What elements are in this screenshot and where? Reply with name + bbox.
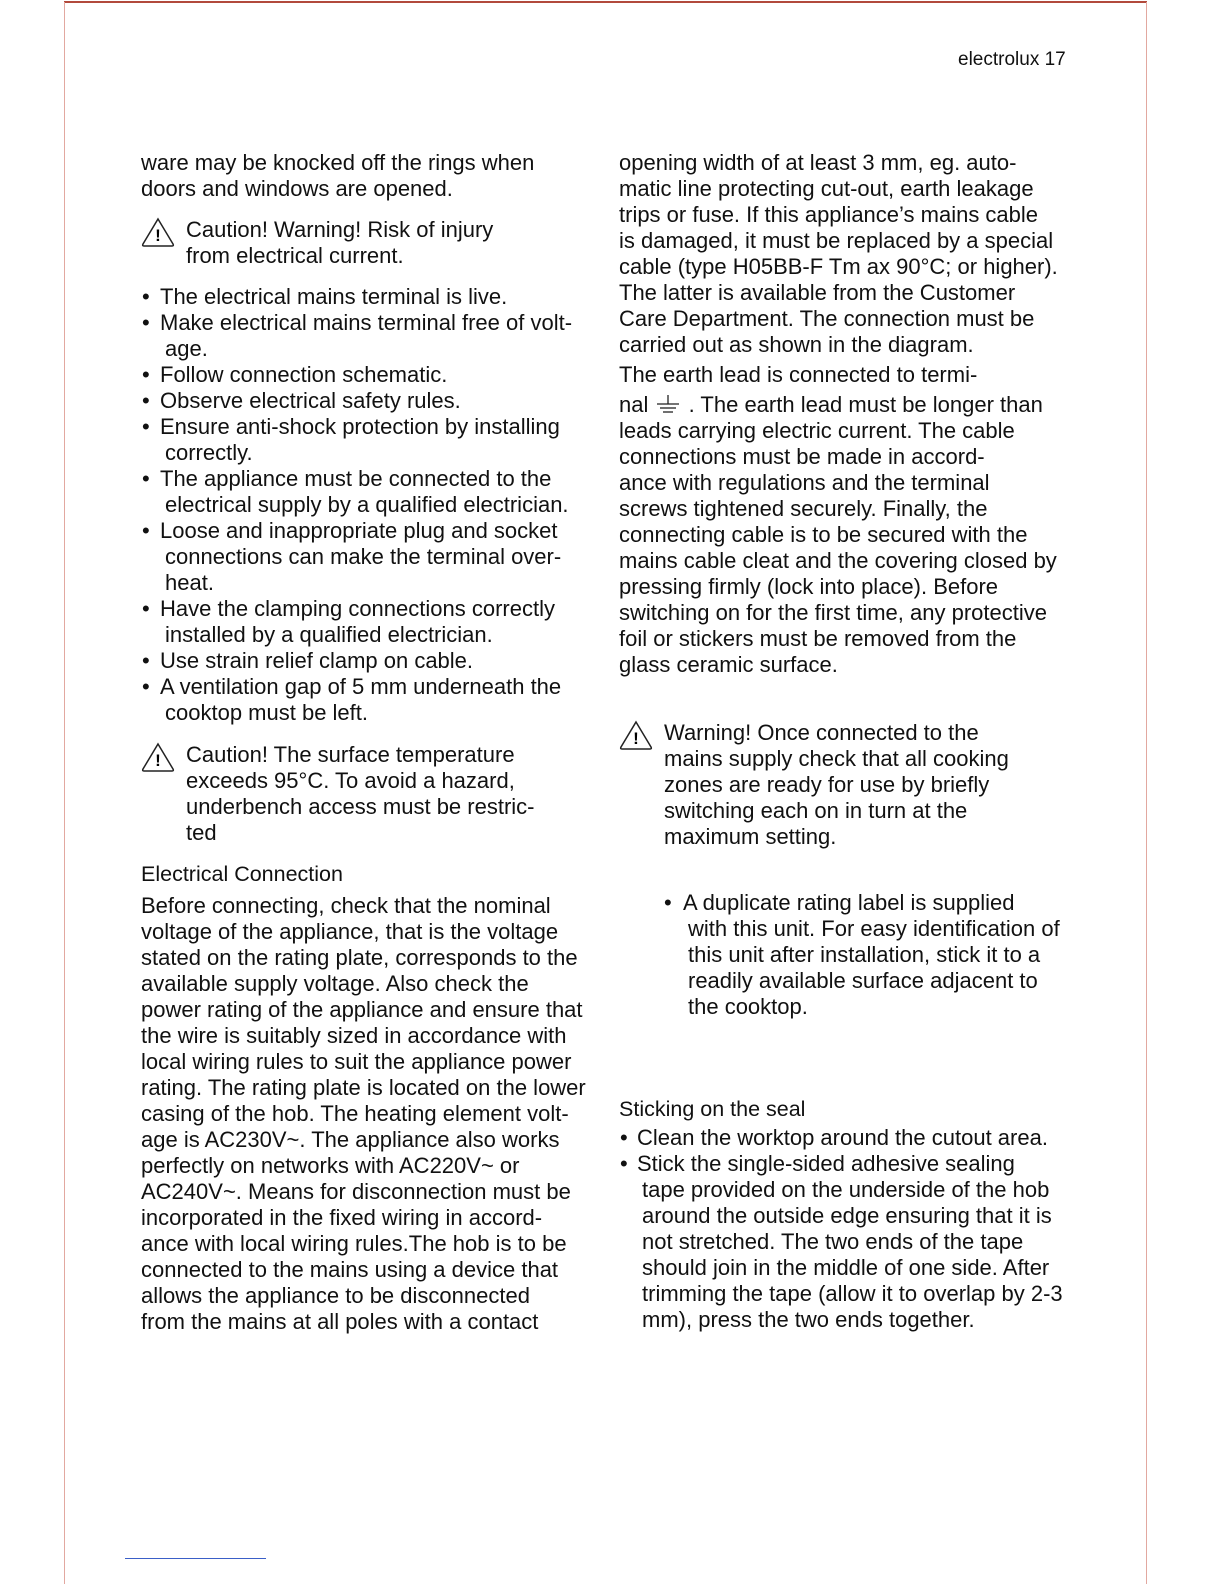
bullet-marker: • bbox=[142, 284, 150, 309]
section-heading: Sticking on the seal bbox=[619, 1097, 806, 1121]
electrical-connection-text: rating. The rating plate is located on the lower bbox=[141, 1075, 586, 1100]
bullet-marker: • bbox=[142, 518, 150, 543]
intro-text: ware may be knocked off the rings when bbox=[141, 150, 535, 175]
warning-text: switching each on in turn at the bbox=[664, 798, 968, 823]
svg-text:!: ! bbox=[155, 226, 161, 245]
seal-bullet-text: trimming the tape (allow it to overlap by 2-3 bbox=[642, 1281, 1063, 1306]
safety-bullet-text: Observe electrical safety rules. bbox=[160, 388, 461, 413]
footnote-rule bbox=[125, 1558, 266, 1559]
page-top-border bbox=[64, 1, 1147, 3]
section-heading: Electrical Connection bbox=[141, 862, 343, 886]
bullet-marker: • bbox=[142, 310, 150, 335]
electrical-connection-text: stated on the rating plate, corresponds to the bbox=[141, 945, 578, 970]
electrical-connection-text: the wire is suitably sized in accordance with bbox=[141, 1023, 567, 1048]
electrical-connection-text: age is AC230V~. The appliance also works bbox=[141, 1127, 560, 1152]
safety-bullet-text: Make electrical mains terminal free of volt- bbox=[160, 310, 573, 335]
bullet-marker: • bbox=[142, 674, 150, 699]
svg-text:!: ! bbox=[155, 751, 161, 770]
bullet-marker: • bbox=[142, 414, 150, 439]
safety-bullet-text: The appliance must be connected to the bbox=[160, 466, 552, 491]
seal-bullet-text: not stretched. The two ends of the tape bbox=[642, 1229, 1024, 1254]
warning-triangle-icon bbox=[619, 720, 653, 750]
caution-text: Caution! The surface temperature bbox=[186, 742, 515, 767]
bullet-marker: • bbox=[142, 466, 150, 491]
safety-bullet-text: Ensure anti-shock protection by installing bbox=[160, 414, 560, 439]
rating-label-text: A duplicate rating label is supplied bbox=[683, 890, 1015, 915]
electrical-connection-text: local wiring rules to suit the appliance power bbox=[141, 1049, 572, 1074]
safety-bullet-text: A ventilation gap of 5 mm underneath the bbox=[160, 674, 562, 699]
connection-text: is damaged, it must be replaced by a special bbox=[619, 228, 1054, 253]
safety-bullet-text: correctly. bbox=[165, 440, 253, 465]
connection-text: connections must be made in accord- bbox=[619, 444, 985, 469]
seal-bullet-text: should join in the middle of one side. After bbox=[642, 1255, 1050, 1280]
safety-bullet-text: Loose and inappropriate plug and socket bbox=[160, 518, 558, 543]
rating-label-text: with this unit. For easy identification of bbox=[688, 916, 1060, 941]
page-header bbox=[958, 49, 1066, 71]
bullet-marker: • bbox=[664, 890, 672, 915]
bullet-marker: • bbox=[142, 362, 150, 387]
caution-text: Caution! Warning! Risk of injury bbox=[186, 217, 494, 242]
warning-text: zones are ready for use by briefly bbox=[664, 772, 990, 797]
bullet-marker: • bbox=[620, 1151, 628, 1176]
connection-text: pressing firmly (lock into place). Before bbox=[619, 574, 999, 599]
warning-text: maximum setting. bbox=[664, 824, 837, 849]
page-right-border bbox=[1146, 2, 1147, 1584]
intro-text: doors and windows are opened. bbox=[141, 176, 453, 201]
bullet-marker: • bbox=[142, 388, 150, 413]
seal-bullet-text: mm), press the two ends together. bbox=[642, 1307, 975, 1332]
safety-bullet-text: installed by a qualified electrician. bbox=[165, 622, 493, 647]
connection-text: leads carrying electric current. The cable bbox=[619, 418, 1015, 443]
rating-label-text: this unit after installation, stick it to a bbox=[688, 942, 1041, 967]
warning-triangle-icon bbox=[141, 742, 175, 772]
electrical-connection-text: from the mains at all poles with a contact bbox=[141, 1309, 539, 1334]
electrical-connection-text: ance with local wiring rules.The hob is to be bbox=[141, 1231, 567, 1256]
connection-text: opening width of at least 3 mm, eg. auto- bbox=[619, 150, 1017, 175]
connection-text: switching on for the first time, any protective bbox=[619, 600, 1047, 625]
warning-triangle-icon bbox=[141, 217, 175, 247]
safety-bullet-text: connections can make the terminal over- bbox=[165, 544, 562, 569]
connection-text: foil or stickers must be removed from the bbox=[619, 626, 1017, 651]
page-number: 17 bbox=[1044, 49, 1066, 70]
safety-bullet-text: heat. bbox=[165, 570, 214, 595]
earth-ground-icon bbox=[654, 393, 682, 415]
electrical-connection-text: perfectly on networks with AC220V~ or bbox=[141, 1153, 520, 1178]
rating-label-text: readily available surface adjacent to bbox=[688, 968, 1038, 993]
electrical-connection-text: incorporated in the fixed wiring in accord- bbox=[141, 1205, 543, 1230]
connection-text: mains cable cleat and the covering closed by bbox=[619, 548, 1057, 573]
brand-name: electrolux bbox=[958, 49, 1040, 70]
connection-text: The latter is available from the Customer bbox=[619, 280, 1016, 305]
seal-bullet-text: Clean the worktop around the cutout area. bbox=[637, 1125, 1048, 1150]
caution-text: ted bbox=[186, 820, 217, 845]
connection-text: Care Department. The connection must be bbox=[619, 306, 1035, 331]
connection-text: ance with regulations and the terminal bbox=[619, 470, 990, 495]
caution-text: exceeds 95°C. To avoid a hazard, bbox=[186, 768, 515, 793]
seal-bullet-text: Stick the single-sided adhesive sealing bbox=[637, 1151, 1015, 1176]
bullet-marker: • bbox=[142, 648, 150, 673]
electrical-connection-text: power rating of the appliance and ensure that bbox=[141, 997, 583, 1022]
safety-bullet-text: Follow connection schematic. bbox=[160, 362, 448, 387]
safety-bullet-text: Have the clamping connections correctly bbox=[160, 596, 555, 621]
earth-text: nal . The earth lead must be longer than bbox=[619, 392, 1043, 417]
caution-text: from electrical current. bbox=[186, 243, 404, 268]
safety-bullet-text: Use strain relief clamp on cable. bbox=[160, 648, 474, 673]
safety-bullet-text: electrical supply by a qualified electrician. bbox=[165, 492, 569, 517]
connection-text: trips or fuse. If this appliance’s mains cable bbox=[619, 202, 1039, 227]
electrical-connection-text: allows the appliance to be disconnected bbox=[141, 1283, 530, 1308]
caution-text: underbench access must be restric- bbox=[186, 794, 535, 819]
seal-bullet-text: around the outside edge ensuring that it is bbox=[642, 1203, 1052, 1228]
safety-bullet-text: cooktop must be left. bbox=[165, 700, 368, 725]
connection-text: screws tightened securely. Finally, the bbox=[619, 496, 988, 521]
bullet-marker: • bbox=[142, 596, 150, 621]
electrical-connection-text: Before connecting, check that the nominal bbox=[141, 893, 551, 918]
safety-bullet-text: age. bbox=[165, 336, 208, 361]
electrical-connection-text: AC240V~. Means for disconnection must be bbox=[141, 1179, 571, 1204]
seal-bullet-text: tape provided on the underside of the hob bbox=[642, 1177, 1050, 1202]
electrical-connection-text: voltage of the appliance, that is the voltage bbox=[141, 919, 559, 944]
warning-text: mains supply check that all cooking bbox=[664, 746, 1009, 771]
safety-bullet-text: The electrical mains terminal is live. bbox=[160, 284, 508, 309]
page-left-border bbox=[64, 2, 65, 1584]
connection-text: glass ceramic surface. bbox=[619, 652, 838, 677]
bullet-marker: • bbox=[620, 1125, 628, 1150]
warning-text: Warning! Once connected to the bbox=[664, 720, 979, 745]
connection-text: matic line protecting cut-out, earth leakage bbox=[619, 176, 1034, 201]
connection-text: carried out as shown in the diagram. bbox=[619, 332, 974, 357]
earth-text: The earth lead is connected to termi- bbox=[619, 362, 978, 387]
electrical-connection-text: connected to the mains using a device that bbox=[141, 1257, 559, 1282]
connection-text: connecting cable is to be secured with the bbox=[619, 522, 1028, 547]
svg-text:!: ! bbox=[633, 729, 639, 748]
connection-text: cable (type H05BB-F Tm ax 90°C; or higher). bbox=[619, 254, 1058, 279]
electrical-connection-text: casing of the hob. The heating element volt- bbox=[141, 1101, 569, 1126]
rating-label-text: the cooktop. bbox=[688, 994, 808, 1019]
electrical-connection-text: available supply voltage. Also check the bbox=[141, 971, 529, 996]
